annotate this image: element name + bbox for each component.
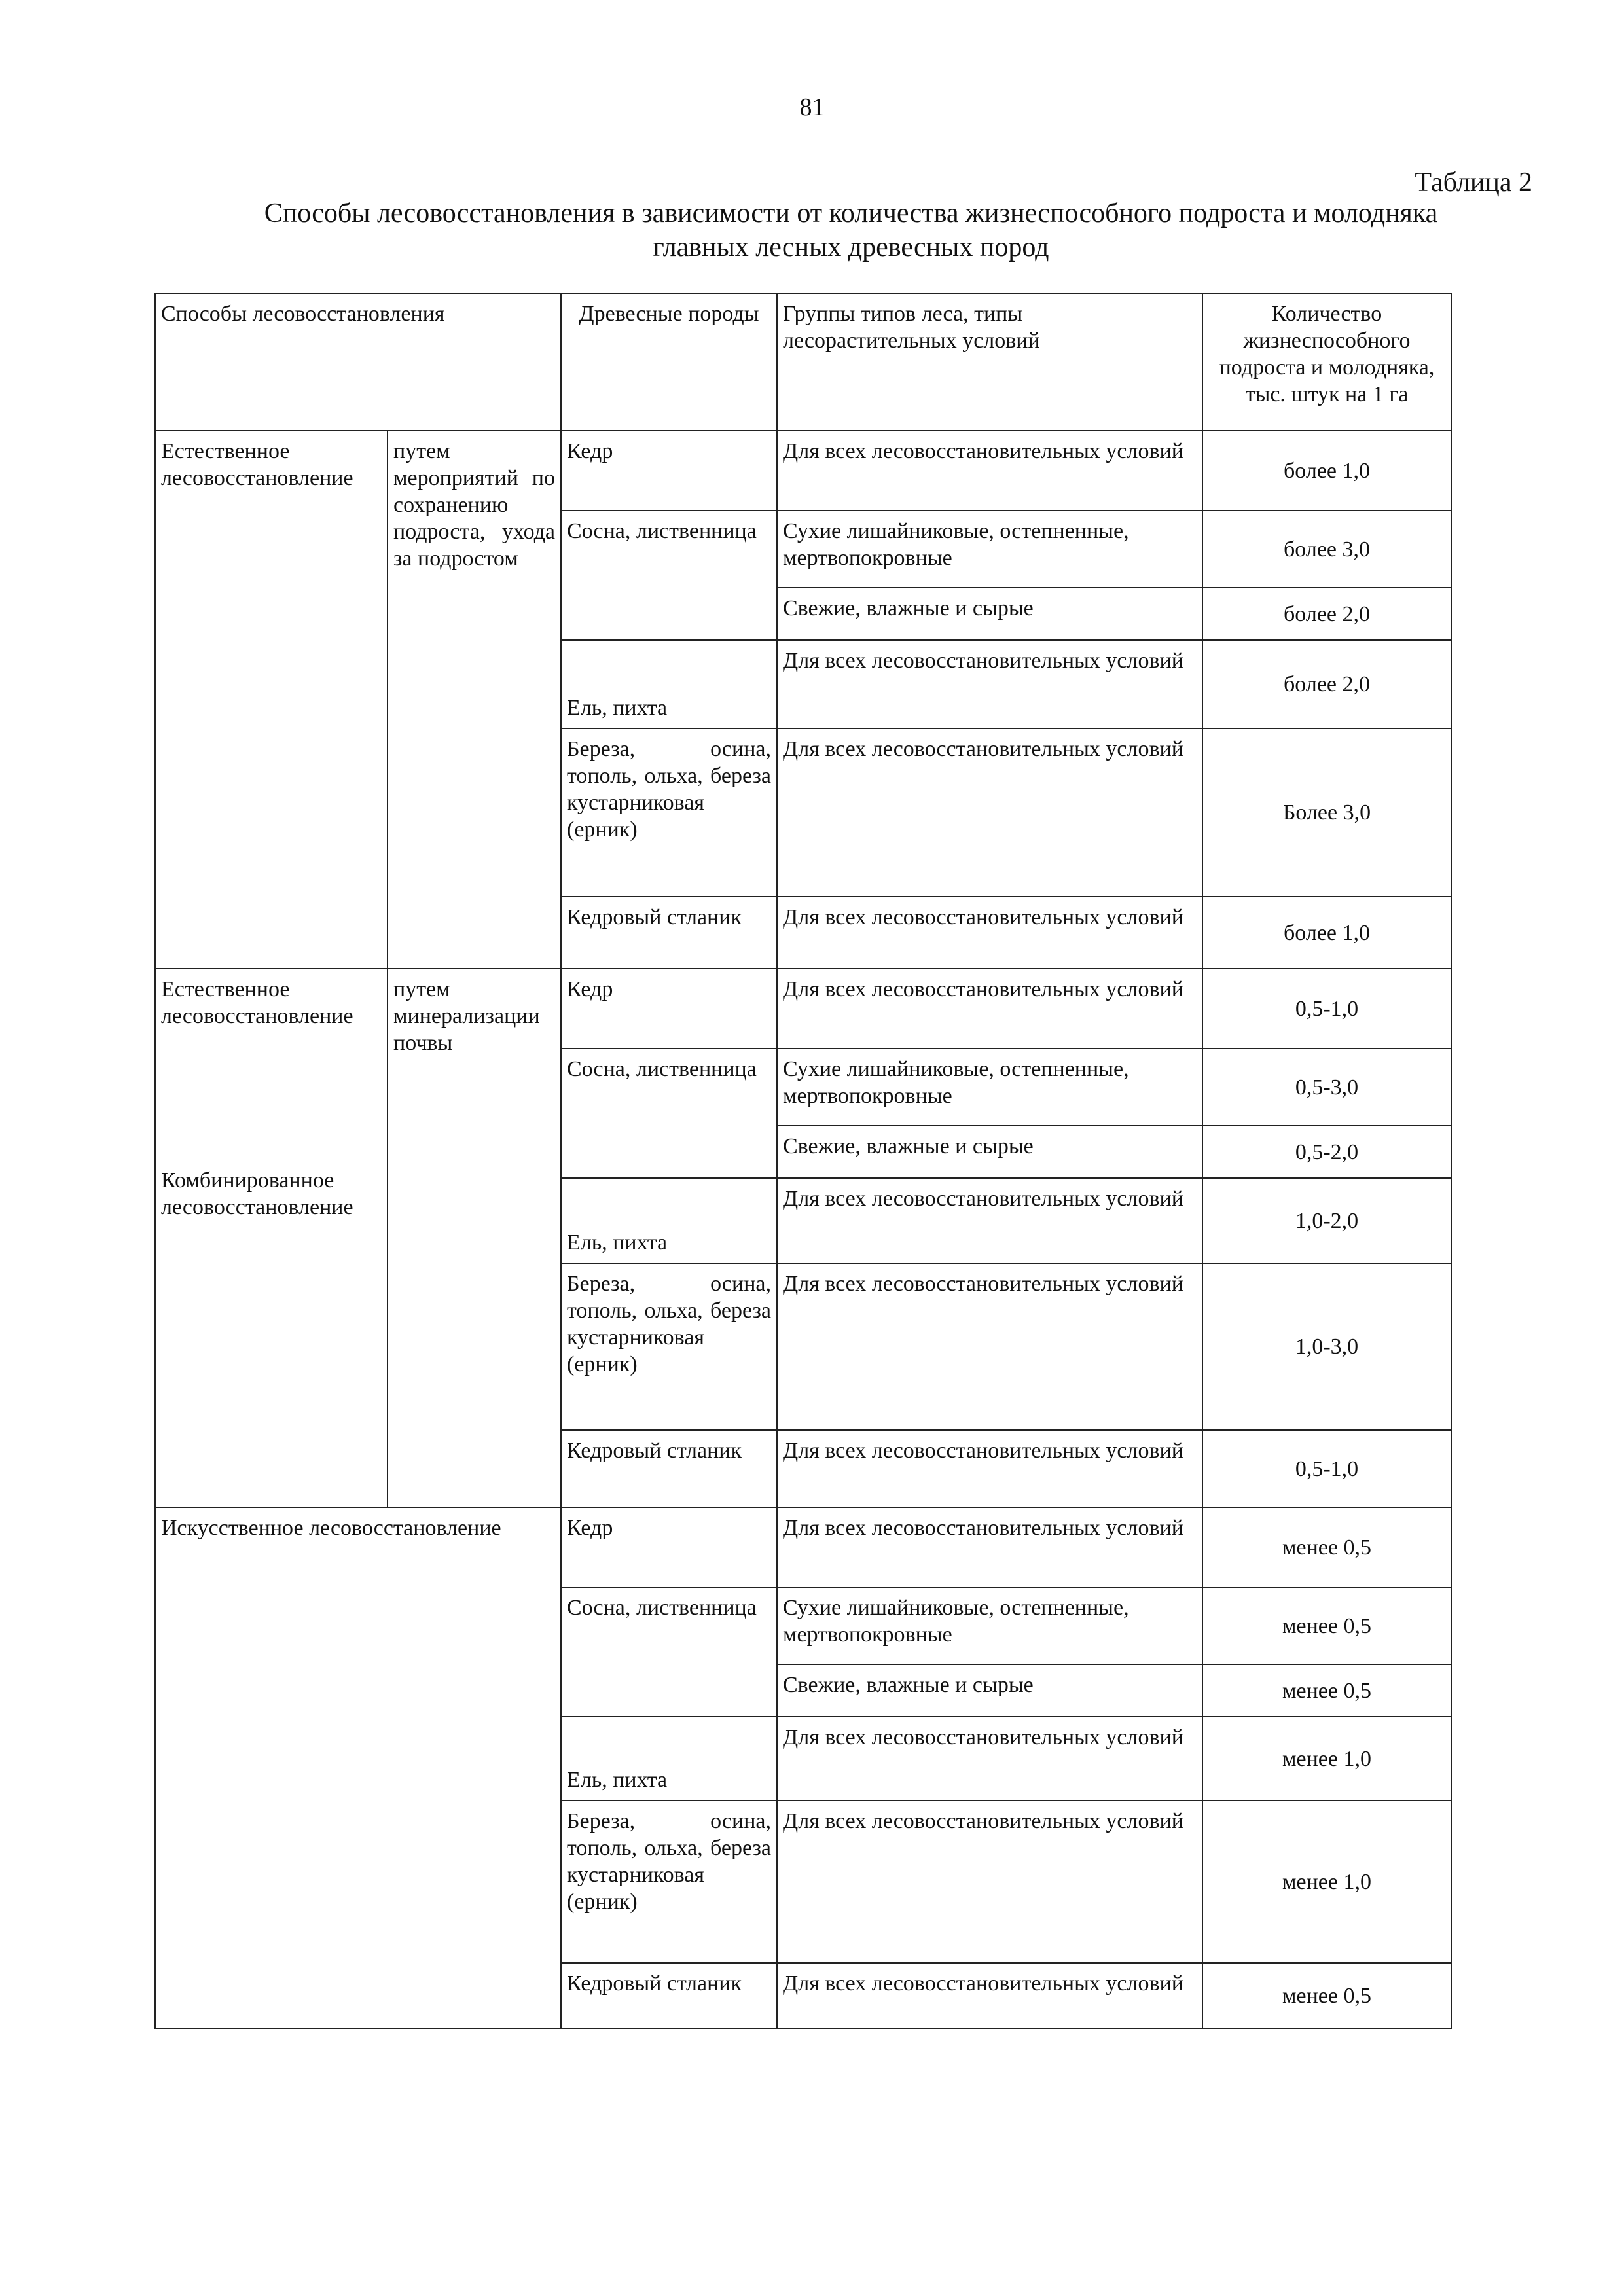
- method-cell: Естественное лесовосстановление: [155, 431, 388, 969]
- species-cell: Кедр: [561, 1507, 777, 1587]
- species-cell: Сосна, лиственница: [561, 1587, 777, 1717]
- quantity-cell: менее 0,5: [1202, 1664, 1451, 1717]
- submethod-cell: путем мероприятий по сохранению подроста, ухода за подростом: [388, 431, 561, 969]
- header-groups: Группы типов леса, типы лесорастительных условий: [777, 293, 1202, 431]
- quantity-cell: менее 1,0: [1202, 1717, 1451, 1801]
- species-cell: Береза, осина, тополь, ольха, береза кустарниковая (ерник): [561, 1801, 777, 1963]
- quantity-cell: 0,5-2,0: [1202, 1126, 1451, 1178]
- quantity-cell: Более 3,0: [1202, 728, 1451, 897]
- title-line-2: главных лесных древесных пород: [653, 232, 1049, 262]
- method-cell: [155, 969, 388, 1507]
- quantity-cell: менее 1,0: [1202, 1801, 1451, 1963]
- group-cell: Свежие, влажные и сырые: [777, 1664, 1202, 1717]
- group-cell: Сухие лишайниковые, остепненные, мертвопокровные: [777, 511, 1202, 588]
- title-line-1: Способы лесовосстановления в зависимости от количества жизнеспособного подроста и молодняка: [264, 198, 1438, 228]
- submethod-cell: путем минерализации почвы: [388, 969, 561, 1507]
- quantity-cell: 0,5-3,0: [1202, 1049, 1451, 1126]
- group-cell: Для всех лесовосстановительных условий: [777, 897, 1202, 969]
- quantity-cell: менее 0,5: [1202, 1963, 1451, 2028]
- quantity-cell: более 3,0: [1202, 511, 1451, 588]
- group-cell: Для всех лесовосстановительных условий: [777, 640, 1202, 728]
- method-cell: Искусственное лесовосстановление: [155, 1507, 561, 2028]
- header-quantity: Количество жизнеспособного подроста и молодняка, тыс. штук на 1 га: [1202, 293, 1451, 431]
- group-cell: Для всех лесовосстановительных условий: [777, 1963, 1202, 2028]
- species-cell: Ель, пихта: [561, 640, 777, 728]
- group-cell: Сухие лишайниковые, остепненные, мертвопокровные: [777, 1049, 1202, 1126]
- species-cell: Сосна, лиственница: [561, 1049, 777, 1178]
- page-number: 81: [799, 94, 825, 121]
- header-species: Древесные породы: [561, 293, 777, 431]
- header-method: Способы лесовосстановления: [155, 293, 561, 431]
- species-cell: Береза, осина, тополь, ольха, береза кустарниковая (ерник): [561, 728, 777, 897]
- group-cell: Для всех лесовосстановительных условий: [777, 1507, 1202, 1587]
- table-row: [155, 431, 1451, 511]
- table-label: Таблица 2: [1415, 168, 1532, 198]
- quantity-cell: более 2,0: [1202, 640, 1451, 728]
- species-cell: Ель, пихта: [561, 1178, 777, 1263]
- group-cell: Для всех лесовосстановительных условий: [777, 1263, 1202, 1430]
- quantity-cell: менее 0,5: [1202, 1507, 1451, 1587]
- method-natural: Естественное лесовосстановление: [161, 977, 353, 1028]
- species-cell: Береза, осина, тополь, ольха, береза кустарниковая (ерник): [561, 1263, 777, 1430]
- quantity-cell: более 1,0: [1202, 897, 1451, 969]
- reforestation-table: [154, 293, 1452, 2029]
- table-row: [155, 1507, 1451, 1587]
- quantity-cell: более 2,0: [1202, 588, 1451, 640]
- group-cell: Свежие, влажные и сырые: [777, 1126, 1202, 1178]
- quantity-cell: 0,5-1,0: [1202, 1430, 1451, 1507]
- page-title: [131, 196, 1571, 264]
- group-cell: Свежие, влажные и сырые: [777, 588, 1202, 640]
- group-cell: Для всех лесовосстановительных условий: [777, 1178, 1202, 1263]
- species-cell: Кедровый стланик: [561, 1430, 777, 1507]
- species-cell: Кедр: [561, 969, 777, 1049]
- group-cell: Для всех лесовосстановительных условий: [777, 728, 1202, 897]
- quantity-cell: более 1,0: [1202, 431, 1451, 511]
- group-cell: Сухие лишайниковые, остепненные, мертвопокровные: [777, 1587, 1202, 1664]
- table-header-row: [155, 293, 1451, 431]
- group-cell: Для всех лесовосстановительных условий: [777, 431, 1202, 511]
- species-cell: Сосна, лиственница: [561, 511, 777, 640]
- group-cell: Для всех лесовосстановительных условий: [777, 1717, 1202, 1801]
- species-cell: Кедр: [561, 431, 777, 511]
- species-cell: Ель, пихта: [561, 1717, 777, 1801]
- group-cell: Для всех лесовосстановительных условий: [777, 1430, 1202, 1507]
- group-cell: Для всех лесовосстановительных условий: [777, 1801, 1202, 1963]
- table-row: [155, 969, 1451, 1049]
- species-cell: Кедровый стланик: [561, 1963, 777, 2028]
- method-combined: Комбинированное лесовосстановление: [161, 1168, 353, 1219]
- quantity-cell: менее 0,5: [1202, 1587, 1451, 1664]
- quantity-cell: 1,0-2,0: [1202, 1178, 1451, 1263]
- quantity-cell: 1,0-3,0: [1202, 1263, 1451, 1430]
- species-cell: Кедровый стланик: [561, 897, 777, 969]
- group-cell: Для всех лесовосстановительных условий: [777, 969, 1202, 1049]
- quantity-cell: 0,5-1,0: [1202, 969, 1451, 1049]
